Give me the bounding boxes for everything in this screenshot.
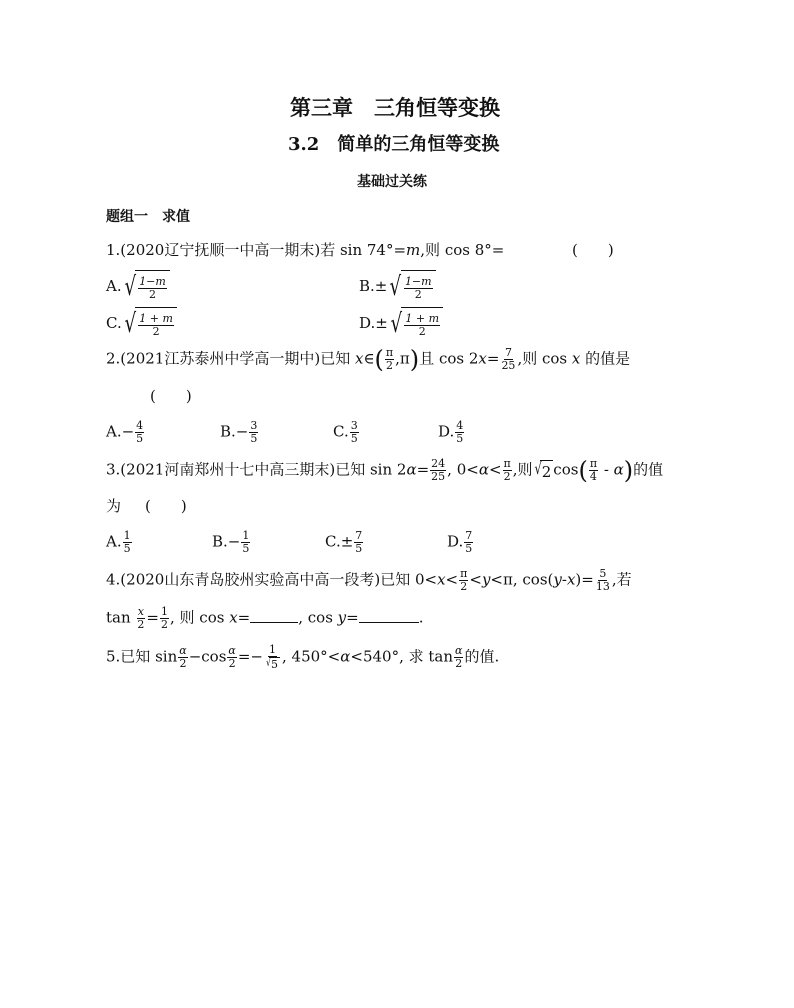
- section-title: 3.2 简单的三角恒等变换: [288, 134, 500, 155]
- question-1-stem: 1.(2020辽宁抚顺一中高一期末)若 sin 74°=m,则 cos 8°=: [106, 241, 505, 259]
- q2-option-d[interactable]: D. $\frac{4}{5}$: [438, 419, 464, 445]
- q1-option-d[interactable]: D.± √ $\frac{1 + m}{2}$: [359, 307, 443, 341]
- q3-option-d[interactable]: D. $\frac{7}{5}$: [447, 529, 473, 555]
- question-4-stem: 4.(2020山东青岛胶州实验高中高一段考)已知 0<x< $\frac{\pi}{2}$ <y<π, cos(y-x)= $\frac{5}{13}$ ,若: [106, 567, 632, 593]
- question-2-bracket: ( ): [150, 387, 192, 405]
- question-4-line2: tan $\frac{x}{2}$ = $\frac{1}{2}$ , 则 cos x= , cos y= .: [106, 605, 424, 631]
- question-5-stem: 5.已知 sin $\frac{\alpha}{2}$ −cos $\frac{\alpha}{2}$ =− 1 √ 5 , 450°<α<540°, 求 tan $\frac{\alpha}{2}$ 的值.: [106, 643, 500, 671]
- q1-option-c[interactable]: C. √ $\frac{1 + m}{2}$: [106, 307, 177, 341]
- question-3-line2: 为 ( ): [106, 497, 187, 515]
- q1-option-b[interactable]: B.± √ $\frac{1-m}{2}$: [359, 270, 436, 304]
- group-title: 题组一 求值: [106, 209, 190, 225]
- question-3-stem: 3.(2021河南郑州十七中高三期末)已知 sin 2α= $\frac{24}{25}$ , 0<α< $\frac{\pi}{2}$ ,则 √ 2 cos( $\frac{\pi}{4}$ - α)的值: [106, 456, 664, 485]
- chapter-title: 第三章 三角恒等变换: [290, 95, 500, 120]
- question-1-bracket: ( ): [572, 241, 614, 259]
- q2-option-b[interactable]: B.− $\frac{3}{5}$: [220, 419, 258, 445]
- question-2-stem: 2.(2021江苏泰州中学高一期中)已知 x∈( $\frac{\pi}{2}$ ,π)且 cos 2x= $\frac{7}{25}$ ,则 cos x 的值是: [106, 345, 631, 374]
- q3-option-a[interactable]: A. $\frac{1}{5}$: [106, 529, 131, 555]
- q3-option-b[interactable]: B.− $\frac{1}{5}$: [212, 529, 250, 555]
- answer-blank-cos-y[interactable]: [359, 608, 419, 623]
- q2-option-c[interactable]: C. $\frac{3}{5}$: [333, 419, 358, 445]
- subsection-title: 基础过关练: [357, 174, 427, 190]
- answer-blank-cos-x[interactable]: [250, 608, 298, 623]
- q3-option-c[interactable]: C.± $\frac{7}{5}$: [325, 529, 363, 555]
- q2-option-a[interactable]: A.− $\frac{4}{5}$: [106, 419, 144, 445]
- q1-option-a[interactable]: A. √ $\frac{1-m}{2}$: [106, 270, 170, 304]
